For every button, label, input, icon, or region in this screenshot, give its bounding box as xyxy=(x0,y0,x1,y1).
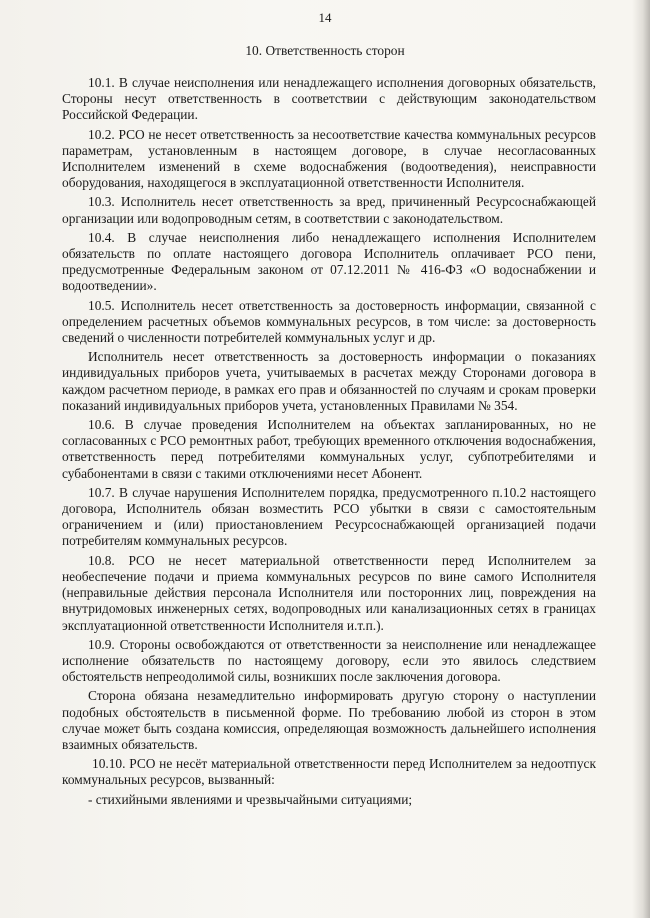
paragraph-10-6: 10.6. В случае проведения Исполнителем на объектах запланированных, но не согласованных с РСО ремонтных работ, требующих временного отключения водоснабжения, ответственность перед потребителями коммунальных услуг, субпотребителями и субабонентами в связи с такими отключениями несет Абонент. xyxy=(62,417,596,481)
paragraph-10-9-cont: Сторона обязана незамедлительно информировать другую сторону о наступлении подобных обстоятельств в письменной форме. По требованию любой из сторон в этом случае может быть создана комиссия, определяющая возможность дальнейшего исполнения взаимных обязательств. xyxy=(62,688,596,752)
paragraph-10-5: 10.5. Исполнитель несет ответственность за достоверность информации, связанной с определением расчетных объемов коммунальных ресурсов, в том числе: за достоверность сведений о численности потребителей коммунальных услуг и др. xyxy=(62,297,596,346)
paragraph-10-9: 10.9. Стороны освобождаются от ответственности за неисполнение или ненадлежащее исполнение обязательств по настоящему договору, если это явилось следствием обстоятельств непреодолимой силы, возникших после заключения договора. xyxy=(62,636,596,685)
paragraph-10-1: 10.1. В случае неисполнения или ненадлежащего исполнения договорных обязательств, Стороны несут ответственность в соответствии с действующим законодательством Российской Федерации. xyxy=(62,75,596,123)
paragraph-10-3: 10.3. Исполнитель несет ответственность за вред, причиненный Ресурсоснабжающей организации или водопроводным сетям, в соответствии с законодательством. xyxy=(62,194,596,226)
paragraph-10-7: 10.7. В случае нарушения Исполнителем порядка, предусмотренного п.10.2 настоящего договора, Исполнитель обязан возместить РСО убытки в связи с самостоятельным ограничением и (или) приостановлением Ресурсоснабжающей организацией подачи потребителям коммунальных ресурсов. xyxy=(62,484,596,549)
section-title: 10. Ответственность сторон xyxy=(245,43,405,58)
page-edge-shadow xyxy=(632,0,650,918)
paragraph-10-2: 10.2. РСО не несет ответственность за несоответствие качества коммунальных ресурсов параметрам, установленным в настоящем договоре, в случае несогласованных Исполнителем изменений в схеме водоснабжения (водоотведения), неисправности оборудования, находящегося в эксплуатационной ответственности Исполнителя. xyxy=(62,126,596,191)
paragraph-10-4: 10.4. В случае неисполнения либо ненадлежащего исполнения Исполнителем обязательств по оплате настоящего договора Исполнитель оплачивает РСО пени, предусмотренные Федеральным законом от 07.12.2011 № 416-ФЗ «О водоснабжении и водоотведении». xyxy=(62,229,596,294)
paragraph-10-5-cont: Исполнитель несет ответственность за достоверность информации о показаниях индивидуальных приборов учета, учитываемых в расчетах между Сторонами договора в каждом расчетном периоде, в рамках его прав и обязанностей по случаям и срокам проверки показаний индивидуальных приборов учета, установленных Правилами № 354. xyxy=(62,349,596,413)
list-item: - стихийными явлениями и чрезвычайными ситуациями; xyxy=(88,791,413,807)
page-number: 14 xyxy=(318,10,332,25)
document-body xyxy=(62,75,596,811)
paragraph-10-8: 10.8. РСО не несет материальной ответственности перед Исполнителем за необеспечение подачи и приема коммунальных ресурсов по вине самого Исполнителя (неправильные действия персонала Исполнителя или посторонних лиц, повреждения на внутридомовых инженерных сетях, водопроводных или канализационных сетях в границах эксплуатационной ответственности Исполнителя и.т.п.). xyxy=(62,552,596,633)
paragraph-10-10: 10.10. РСО не несёт материальной ответственности перед Исполнителем за недоотпуск коммунальных ресурсов, вызванный: xyxy=(62,756,596,788)
